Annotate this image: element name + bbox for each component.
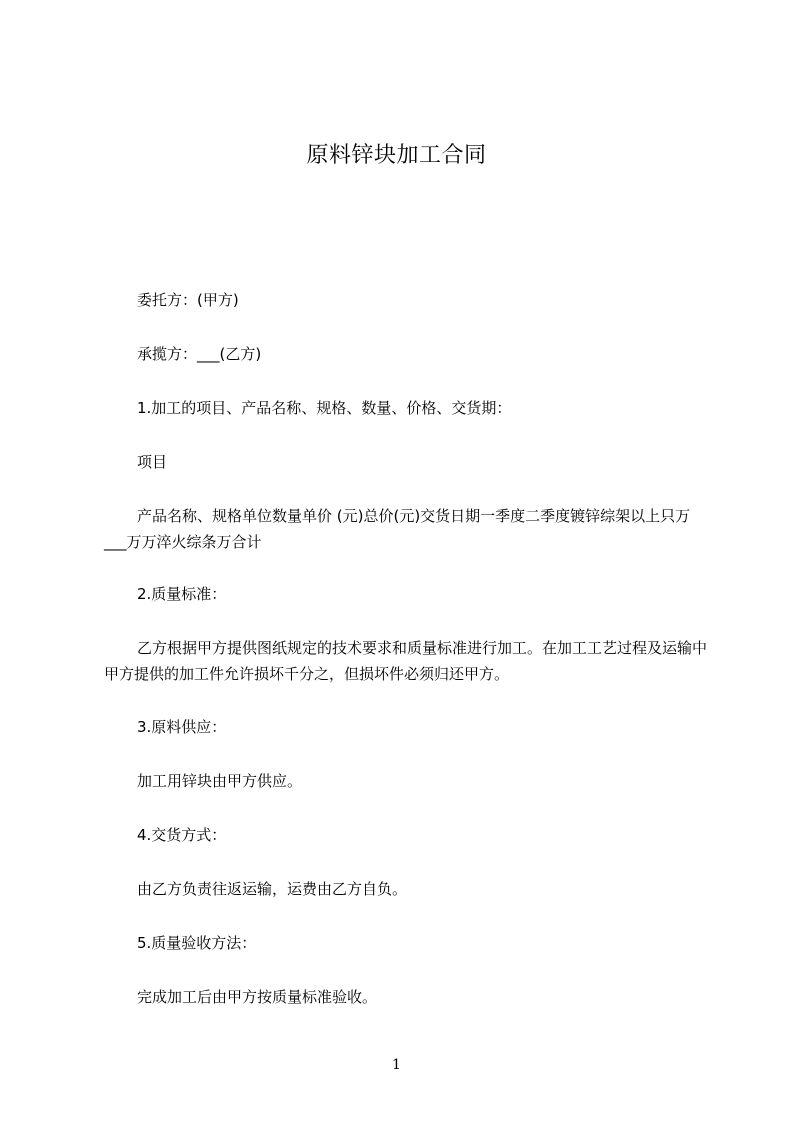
section-5-heading: 5.质量验收方法：: [137, 934, 257, 952]
acceptance-method-text: 完成加工后由甲方按质量标准验收。: [137, 988, 378, 1006]
section-1-heading: 1.加工的项目、产品名称、规格、数量、价格、交货期：: [137, 399, 512, 417]
material-supply-text: 加工用锌块由甲方供应。: [137, 772, 303, 790]
delivery-method-text: 由乙方负责往返运输，运费由乙方自负。: [137, 880, 408, 898]
quality-standard-text: 乙方根据甲方提供图纸规定的技术要求和质量标准进行加工。在加工工艺过程及运输中甲方提供的加工件允许损坏千分之，但损坏件必须归还甲方。: [104, 639, 708, 683]
document-title: 原料锌块加工合同: [306, 143, 487, 168]
clause-contractor-party: 承揽方：___(乙方): [137, 345, 262, 363]
page-number: 1: [392, 1057, 401, 1073]
section-4-heading: 4.交货方式：: [137, 826, 227, 844]
clause-entrusting-party: 委托方：(甲方): [137, 291, 239, 309]
product-table-text: 产品名称、规格单位数量单价 (元)总价(元)交货日期一季度二季度镀锌综架以上只万___万万淬火综条万合计: [104, 507, 691, 551]
section-3-heading: 3.原料供应：: [137, 718, 227, 736]
item-label: 项目: [137, 453, 168, 471]
section-2-heading: 2.质量标准：: [137, 585, 227, 603]
